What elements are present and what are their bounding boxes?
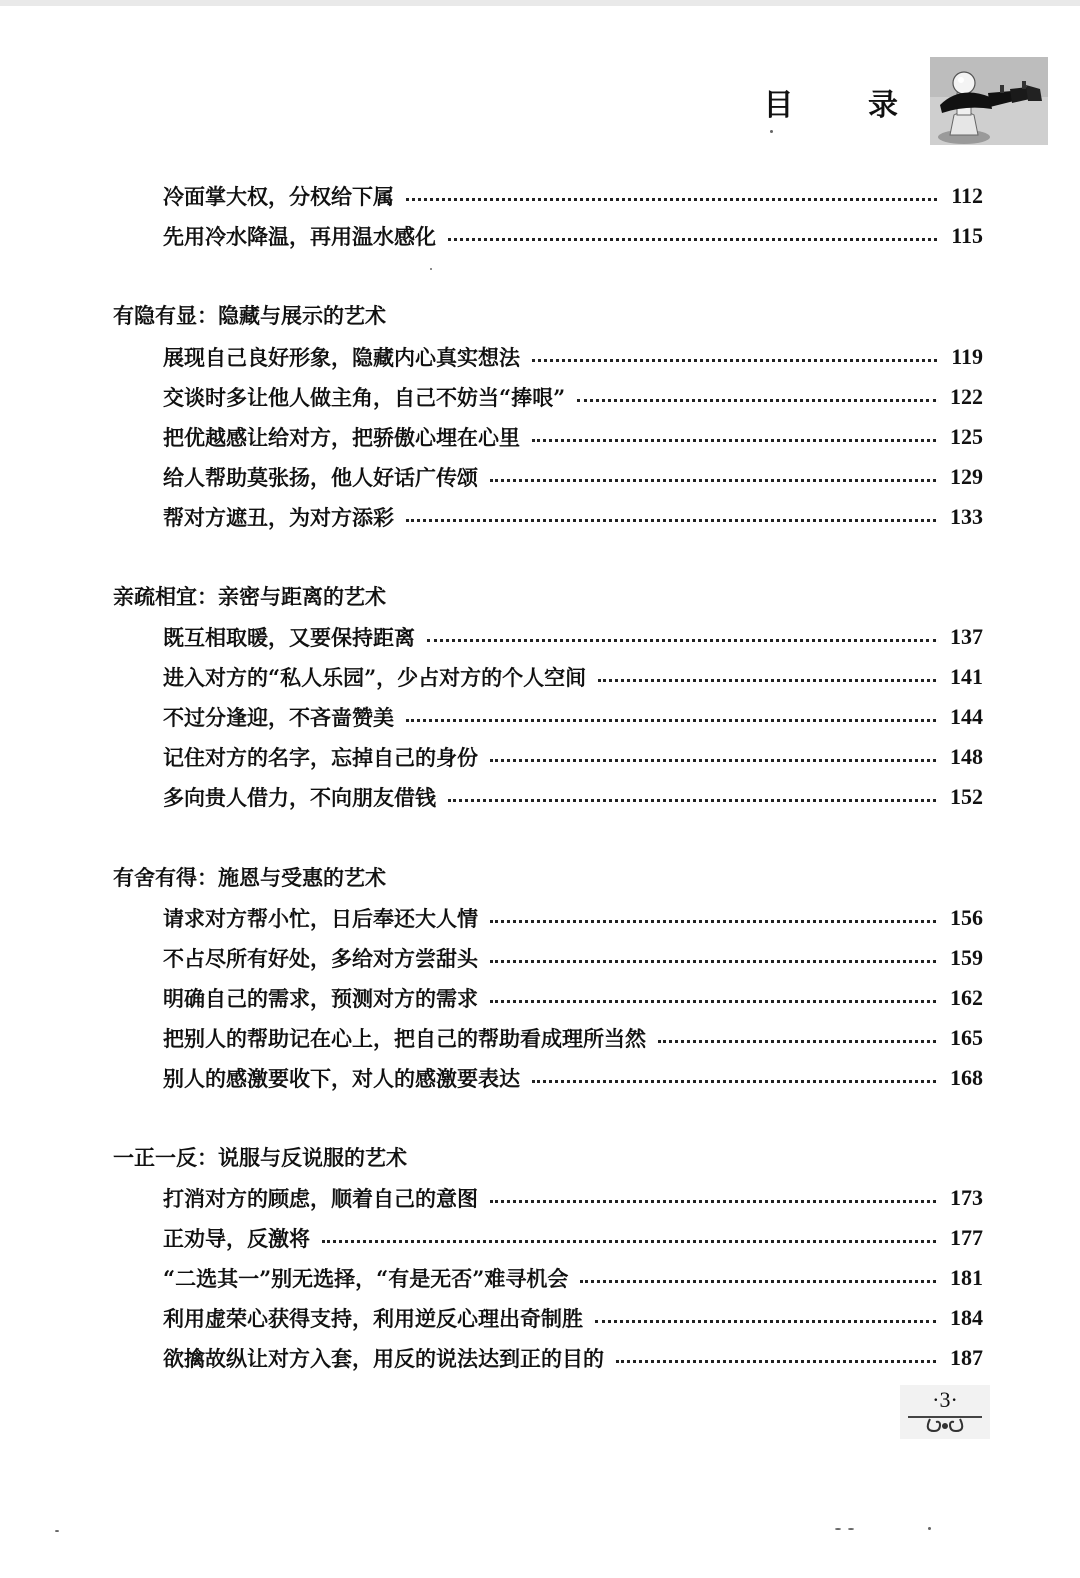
toc-entry bbox=[163, 942, 983, 974]
toc-entry-title: 把别人的帮助记在心上，把自己的帮助看成理所当然 bbox=[163, 1026, 646, 1051]
toc-entry-title: 记住对方的名字，忘掉自己的身份 bbox=[163, 745, 478, 770]
section-heading: 亲疏相宜：亲密与距离的艺术 bbox=[113, 584, 386, 609]
dot-leader bbox=[616, 1360, 936, 1363]
toc-entry-title: 进入对方的“私人乐园”，少占对方的个人空间 bbox=[163, 665, 587, 690]
toc-entry-page: 119 bbox=[951, 344, 983, 369]
dot-leader bbox=[406, 198, 937, 201]
page-header-title: 目 录 bbox=[763, 88, 930, 123]
page-number-box bbox=[900, 1385, 990, 1439]
section-heading: 一正一反：说服与反说服的艺术 bbox=[113, 1145, 407, 1170]
toc-entry bbox=[163, 1342, 983, 1374]
toc-entry-title: 既互相取暖，又要保持距离 bbox=[163, 625, 415, 650]
toc-entry bbox=[163, 1302, 983, 1334]
section-heading: 有舍有得：施恩与受惠的艺术 bbox=[113, 865, 386, 890]
toc-entry bbox=[163, 1022, 983, 1054]
toc-entry-title: “二选其一”别无选择，“有是无否”难寻机会 bbox=[163, 1266, 569, 1291]
toc-entry-title: 请求对方帮小忙，日后奉还大人情 bbox=[163, 906, 478, 931]
toc-entry-page: 173 bbox=[950, 1185, 983, 1210]
toc-entry-title: 正劝导，反激将 bbox=[163, 1226, 310, 1251]
scan-speck bbox=[848, 1528, 854, 1530]
dot-leader bbox=[448, 799, 936, 802]
scroll-ornament-icon bbox=[900, 1411, 990, 1437]
toc-entry bbox=[163, 1182, 983, 1214]
toc-entry bbox=[163, 982, 983, 1014]
toc-entry-title: 不占尽所有好处，多给对方尝甜头 bbox=[163, 946, 478, 971]
dot-leader bbox=[490, 759, 936, 762]
scan-speck bbox=[835, 1528, 841, 1530]
dot-leader bbox=[595, 1320, 936, 1323]
toc-entry bbox=[163, 461, 983, 493]
dot-leader bbox=[658, 1040, 936, 1043]
chess-pieces-icon bbox=[930, 57, 1048, 145]
toc-entry-page: 115 bbox=[951, 223, 983, 248]
dot-leader bbox=[532, 439, 936, 442]
toc-entry bbox=[163, 701, 983, 733]
toc-entry-page: 159 bbox=[950, 945, 983, 970]
toc-entry-title: 不过分逢迎，不吝啬赞美 bbox=[163, 705, 394, 730]
toc-entry-title: 打消对方的顾虑，顺着自己的意图 bbox=[163, 1186, 478, 1211]
toc-entry-title: 别人的感激要收下，对人的感激要表达 bbox=[163, 1066, 520, 1091]
scan-speck bbox=[55, 1530, 59, 1532]
page-number: ·3· bbox=[932, 1387, 958, 1412]
toc-entry-title: 帮对方遮丑，为对方添彩 bbox=[163, 505, 394, 530]
toc-entry-title: 先用冷水降温，再用温水感化 bbox=[163, 224, 436, 249]
toc-entry-page: 129 bbox=[950, 464, 983, 489]
toc-entry-page: 141 bbox=[950, 664, 983, 689]
toc-entry bbox=[163, 902, 983, 934]
toc-entry-page: 184 bbox=[950, 1305, 983, 1330]
scan-speck bbox=[770, 130, 773, 133]
toc-entry-title: 冷面掌大权，分权给下属 bbox=[163, 184, 394, 209]
dot-leader bbox=[598, 679, 936, 682]
dot-leader bbox=[580, 1280, 936, 1283]
dot-leader bbox=[427, 639, 936, 642]
toc-entry bbox=[163, 661, 983, 693]
toc-entry-page: 125 bbox=[950, 424, 983, 449]
toc-entry-title: 交谈时多让他人做主角，自己不妨当“捧哏” bbox=[163, 385, 566, 410]
toc-entry-page: 168 bbox=[950, 1065, 983, 1090]
dot-leader bbox=[490, 920, 936, 923]
toc-entry-title: 把优越感让给对方，把骄傲心埋在心里 bbox=[163, 425, 520, 450]
toc-entry-page: 122 bbox=[950, 384, 983, 409]
dot-leader bbox=[490, 960, 936, 963]
dot-leader bbox=[406, 519, 936, 522]
toc-entry-page: 152 bbox=[950, 784, 983, 809]
scan-speck bbox=[928, 1527, 931, 1530]
dot-leader bbox=[532, 1080, 936, 1083]
toc-entry-page: 181 bbox=[950, 1265, 983, 1290]
toc-entry-page: 165 bbox=[950, 1025, 983, 1050]
toc-entry-page: 187 bbox=[950, 1345, 983, 1370]
toc-entry-page: 162 bbox=[950, 985, 983, 1010]
section-heading: 有隐有显：隐藏与展示的艺术 bbox=[113, 303, 386, 328]
toc-entry bbox=[163, 621, 983, 653]
toc-entry-page: 156 bbox=[950, 905, 983, 930]
toc-entry bbox=[163, 501, 983, 533]
toc-entry bbox=[163, 220, 983, 252]
dot-leader bbox=[448, 238, 937, 241]
dot-leader bbox=[577, 399, 936, 402]
toc-entry bbox=[163, 1222, 983, 1254]
toc-entry bbox=[163, 781, 983, 813]
toc-entry-title: 多向贵人借力，不向朋友借钱 bbox=[163, 785, 436, 810]
toc-entry-page: 133 bbox=[950, 504, 983, 529]
toc-entry bbox=[163, 341, 983, 373]
toc-entry bbox=[163, 1262, 983, 1294]
toc-entry-page: 148 bbox=[950, 744, 983, 769]
toc-entry bbox=[163, 180, 983, 212]
toc-entry-title: 欲擒故纵让对方入套，用反的说法达到正的目的 bbox=[163, 1346, 604, 1371]
toc-entry-title: 展现自己良好形象，隐藏内心真实想法 bbox=[163, 345, 520, 370]
dot-leader bbox=[406, 719, 936, 722]
toc-entry-title: 明确自己的需求，预测对方的需求 bbox=[163, 986, 478, 1011]
toc-entry bbox=[163, 741, 983, 773]
dot-leader bbox=[490, 1000, 936, 1003]
scan-top-band bbox=[0, 0, 1080, 6]
dot-leader bbox=[322, 1240, 936, 1243]
scan-speck bbox=[430, 268, 432, 270]
dot-leader bbox=[490, 1200, 936, 1203]
toc-entry-page: 112 bbox=[951, 183, 983, 208]
dot-leader bbox=[490, 479, 936, 482]
dot-leader bbox=[532, 359, 937, 362]
toc-entry bbox=[163, 1062, 983, 1094]
toc-entry-page: 137 bbox=[950, 624, 983, 649]
toc-entry bbox=[163, 421, 983, 453]
toc-entry bbox=[163, 381, 983, 413]
toc-entry-title: 利用虚荣心获得支持，利用逆反心理出奇制胜 bbox=[163, 1306, 583, 1331]
toc-entry-page: 177 bbox=[950, 1225, 983, 1250]
toc-entry-title: 给人帮助莫张扬，他人好话广传颂 bbox=[163, 465, 478, 490]
toc-entry-page: 144 bbox=[950, 704, 983, 729]
